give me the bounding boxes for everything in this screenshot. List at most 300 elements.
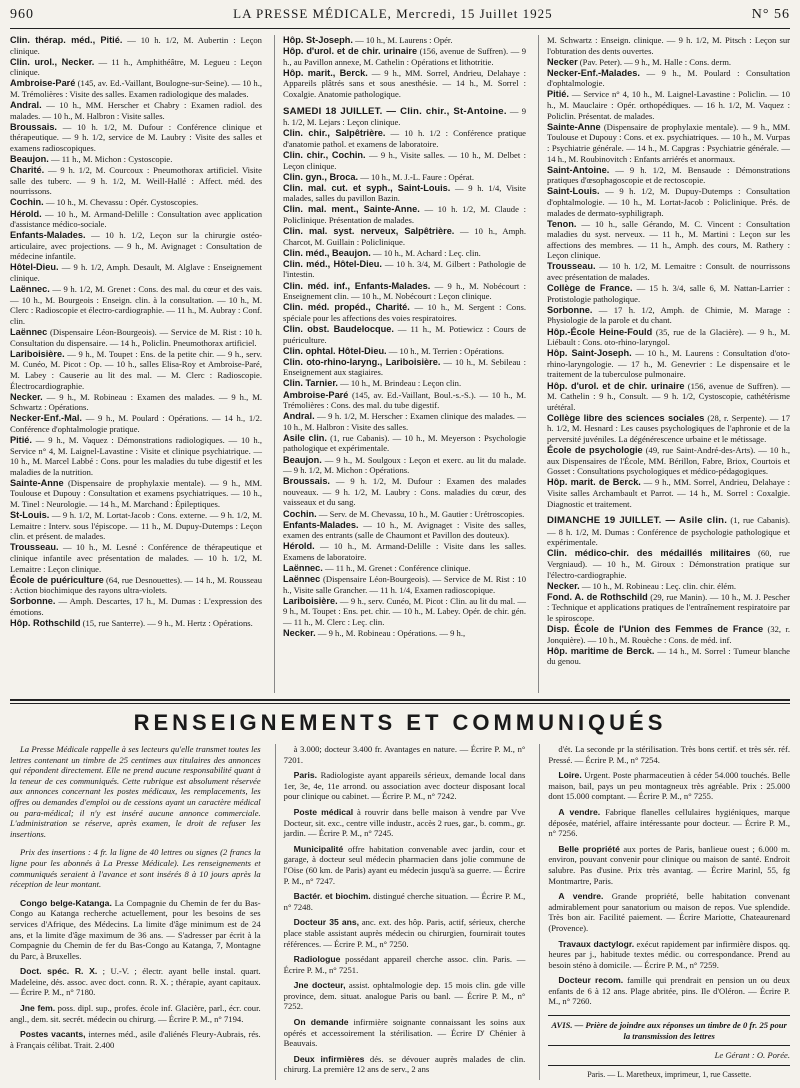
classified-ad: [548, 939, 790, 971]
schedule-entry: [547, 381, 790, 413]
schedule-entry: [283, 563, 526, 574]
schedule-entry-text: — 9 h., M. Soulgoux : Leçon et exerc. au lit du malade. — 9 h. 1/2, M. Michon : Opérations.: [283, 454, 526, 476]
ads-column-1: [10, 744, 261, 1080]
schedule-entry-heading: Charité.: [10, 165, 45, 176]
classified-ad: [284, 917, 526, 949]
classified-ad-heading: Bactér. et biochim.: [293, 891, 371, 902]
classified-ad-heading: Doct. spéc. R. X.: [20, 966, 98, 977]
schedule-entry: [283, 324, 526, 345]
insertion-prices: Prix des insertions : 4 fr. la ligne de 40 lettres ou signes (2 francs la ligne pour les abonnés à La Presse Médicale). Les renseignements et communiqués seraient à l'avance et sont insérés 8 à 10 jours après la réception de leur montant.: [10, 847, 261, 890]
schedule-entry-text: — 10 h., Amph. Charcot, M. Guillain : Policlinique.: [283, 226, 526, 247]
classified-ad: [284, 954, 526, 975]
classified-ad-heading: Radiologue: [293, 954, 341, 965]
classified-ad: [10, 966, 261, 998]
section-title: RENSEIGNEMENTS ET COMMUNIQUÉS: [133, 710, 667, 735]
schedule-entry: [283, 106, 526, 128]
schedule-entry: [283, 281, 526, 302]
schedule-entry: [547, 261, 790, 282]
classified-ad-heading: Poste médical: [293, 806, 354, 817]
schedule-entry-heading: Hôp. St-Joseph.: [283, 35, 353, 45]
classified-ad-heading: Congo belge-Katanga.: [20, 897, 112, 908]
classified-ad-text: d'ét. La seconde pr la stérilisation. Très bons certif. et très sér. réf. Pressé. — Écrire P. M., n° 7254.: [548, 744, 790, 765]
classified-ad-text: infirmière soignante connaissant les soins aux opérés et accessoirement la stérilisation. — Écrire D' Chénier à Beauvais.: [283, 1017, 526, 1049]
schedule-entry-heading: St-Louis.: [10, 510, 50, 521]
schedule-entry-heading: Broussais.: [10, 121, 57, 132]
ads-list-2: [284, 744, 526, 1075]
schedule-entry-text: — 9 h. 1/2, M. Bensaude : Démonstrations pratiques d'œsophagoscopie et de rectoscopie.: [547, 164, 790, 186]
schedule-entry: [283, 150, 526, 171]
classified-ad-text: Grande propriété, belle habitation convenant admirablement pour sanatorium ou maison de repos. Vue splendide. Très bon air. Facilité paiement. — Écrire Mariotte, Chateaurenard (Provence).: [548, 891, 791, 933]
schedule-entry-text: — 10 h., salle Gérando, M. C. Vincent : Consultation maladies du syst. nerveux. — 11 h., M. Martini : Leçon sur les affections des membres. — 11 h., Amph. des cours, M. Rathery : Leçon clinique.: [547, 218, 790, 261]
schedule-entry: [547, 57, 790, 68]
schedule-entry-text: — 10 h., M. Terrien : Opérations.: [386, 345, 505, 356]
schedule-entry-text: — 10 h., MM. Herscher et Chabry : Examen radiol. des malades. — 10 h., M. Halbron : Visite salles.: [10, 100, 262, 121]
classified-ad: [284, 807, 526, 839]
schedule-entry-heading: Ambroise-Paré: [283, 389, 349, 400]
classified-ad: [284, 1054, 526, 1075]
schedule-entry: [10, 596, 262, 617]
schedule-entry-heading: Collège de France.: [547, 283, 633, 294]
schedule-entry-text: — Serv. de M. Chevassu, 10 h., M. Gautier : Urétroscopies.: [316, 508, 525, 519]
schedule-entry-heading: Sorbonne.: [10, 596, 56, 607]
schedule-entry-text: — 10 h., M. Sergent : Cons. spéciale pour les affections des voies respiratoires.: [283, 302, 526, 323]
editorial-notice: La Presse Médicale rappelle à ses lecteurs qu'elle transmet toutes les lettres contenant un timbre de 25 centimes aux titulaires des annonces qui répondent directement. Elle ne prend aucune responsabilité quant à la teneur de ces communiqués. Cette rubrique est absolument réservée aux annonces concernant les postes médicaux, les remplacements, les offres ou demandes d'emploi ou de cessions ayant un caractère médical ou para-médical; il n'y est inséré aucune annonce commerciale. L'administration se réserve, après examen, le droit de refuser les insertions.: [10, 744, 261, 839]
schedule-entry-heading: Clin. obst. Baudelocque.: [283, 323, 394, 334]
schedule-entry-heading: Fond. A. de Rothschild: [547, 591, 648, 602]
schedule-entry-text: — 10 h., M. Armand-Delille : Visite dans les salles. Examens de laboratoire.: [283, 541, 526, 562]
classified-ad: [284, 770, 526, 802]
schedule-entry: [547, 646, 790, 667]
schedule-entry-text: — 10 h., M. Chevassu : Opér. Cystoscopies.: [43, 197, 199, 208]
classified-ad-heading: Loire.: [558, 770, 582, 781]
schedule-entry-heading: Beaujon.: [10, 154, 49, 165]
schedule-entry-text: — 14 h., M. Sorrel : Tumeur blanche du genou.: [547, 645, 790, 667]
schedule-entry: [547, 548, 790, 580]
course-schedule: [10, 35, 790, 693]
schedule-entry-text: (156, avenue de Suffren). — M. Cathelin : 9 h., Consult. — 9 h. 1/2, Cystoscopie, cathétérisme urétéral.: [547, 380, 790, 412]
ads-list-3: [548, 744, 790, 1007]
classified-ad-text: Fabrique flanelles cellulaires hygiéniques, marque déposée, matériel, affaire intéressante pour docteur. — Écrire P. M., n° 7256.: [548, 806, 790, 839]
schedule-entry-text: (156, avenue de Suffren). — 9 h., au Pavillon annexe, M. Cathelin : Opérations et lithotritie.: [283, 46, 526, 67]
classified-ad-text: ; U.-V. ; électr. ayant belle instal. quart. Madeleine, dés. assoc. avec doct. conn. R. X. ; thérapie, ayant capitaux. — Écrire P. M., n° 7180.: [10, 966, 261, 998]
schedule-entry-text: — 9 h., M. Poulard : Opérations. — 14 h., 1/2. Conférence d'ophtalmologie pratique.: [10, 413, 262, 434]
schedule-entry-heading: Clin. ophtal. Hôtel-Dieu.: [283, 345, 387, 356]
schedule-entry-heading: Pitié.: [10, 434, 32, 445]
schedule-entry: [547, 305, 790, 326]
classified-ad: [10, 898, 261, 962]
schedule-entry-heading: Sainte-Anne: [547, 121, 601, 132]
schedule-entry-heading: Beaujon.: [283, 454, 322, 465]
schedule-entry-text: (Dispensaire Léon-Bourgeois). — Service de M. Rist : 10 h. Consultation du dispensaire. — 14 h., Policlin. Pneumothorax artificiel.: [10, 327, 262, 348]
schedule-column-1: [10, 35, 262, 693]
schedule-entry: [283, 520, 526, 541]
schedule-entry-heading: Cochin.: [283, 508, 317, 519]
schedule-entry-heading: Clin. thérap. méd., Pitié.: [10, 35, 123, 45]
schedule-entry: [283, 248, 526, 259]
schedule-entry-text: — 10 h. 1/2, M. Dufour : Conférence clinique et thérapeutique. — 9 h. 1/2, service de M. Laubry : Visite des salles et examens radioscopiques.: [10, 121, 262, 153]
publication-title: LA PRESSE MÉDICALE, Mercredi, 15 Juillet 1925: [233, 6, 553, 21]
classified-ad: [548, 744, 790, 765]
schedule-entry: [547, 624, 790, 645]
classified-ad-text: assist. ophtalmologie dep. 15 mois clin. gde ville province, dem. situat. analogue Paris ou banl. — Écrire P. M., n° 7252.: [283, 980, 526, 1012]
schedule-entry-heading: Clin. méd., Beaujon.: [283, 247, 371, 258]
schedule-entry: [547, 219, 790, 261]
schedule-entry: [283, 509, 526, 520]
schedule-entry: [283, 411, 526, 432]
schedule-entry: [10, 165, 262, 197]
schedule-entry-heading: Hôp. marit. de Berck.: [547, 477, 641, 488]
schedule-entry-heading: DIMANCHE 19 JUILLET. — Asile clin.: [547, 515, 728, 527]
schedule-entry-text: (145, av. Ed.-Vaillant, Boulogne-sur-Seine). — 10 h., M. Trémolières : Visite des salles. Examen radiologique des malades.: [10, 78, 262, 99]
schedule-entry-text: — 10 h. 1/2 : Conférence pratique d'anatomie pathol. et examens de laboratoire.: [283, 128, 526, 149]
schedule-entry: [283, 226, 526, 247]
classified-ad: [548, 807, 790, 839]
schedule-entry: [283, 541, 526, 562]
classified-ad-heading: A vendre.: [558, 806, 601, 817]
classified-ad: [548, 770, 790, 802]
schedule-entry: [547, 122, 790, 164]
schedule-entry-text: — 9 h., MM. Sorrel, Andrieu, Delahaye : Appareils plâtrés sans et sous anesthésie. — 14 h., M. Sorrel : Coxalgie. Anatomie pathologique.: [283, 67, 526, 99]
classified-ad-text: distingué cherche situation. — Écrire P. M., n° 7248.: [283, 891, 526, 912]
schedule-entry: [10, 542, 262, 574]
schedule-entry-heading: Necker.: [283, 628, 316, 639]
classified-ad: [10, 1029, 261, 1050]
schedule-entry-text: (Dispensaire de prophylaxie mentale). — 9 h., MM. Toulouse et Dupouy : Consultation et examens psychiatriques. — 10 h., M. Tinel : Neurologie. — 14 h., M. Marchand : Épileptiques.: [10, 477, 262, 510]
schedule-entry-text: — 10 h. 1/2, M. Aubertin : Leçon clinique.: [10, 35, 262, 56]
ads-list-1: [10, 898, 261, 1051]
schedule-entry: [283, 302, 526, 323]
schedule-entry-text: (32, r. Jonquière). — 10 h., M. Rouèche : Cons. de méd. inf.: [547, 624, 791, 645]
schedule-entry: [10, 618, 262, 629]
schedule-entry: [10, 35, 262, 56]
schedule-entry-text: — 10 h. 3/4, M. Gilbert : Pathologie de l'intestin.: [283, 258, 526, 280]
ads-column-2: [275, 744, 526, 1080]
schedule-entry: [547, 348, 790, 380]
issue-number: N° 56: [751, 7, 790, 22]
schedule-entry: [547, 477, 790, 509]
schedule-entry-heading: Sainte-Anne: [10, 477, 64, 488]
schedule-entry-heading: Sorbonne.: [547, 304, 593, 315]
schedule-entry: [10, 262, 262, 283]
schedule-entry-text: (64, rue Desnouettes). — 14 h., M. Rousseau : Action biochimique des rayons ultra-violets.: [10, 574, 262, 596]
schedule-entry: [10, 154, 262, 165]
schedule-entry-text: (15, rue Santerre). — 9 h., M. Hertz : Opérations.: [80, 618, 253, 629]
classified-ad-text: poss. dipl. sup., profes. école inf. Glacière, parl., écr. cour. angl., dem. sit. secrét. médecin ou chirurg. — Écrire P. M., n° 7194.: [10, 1003, 261, 1024]
schedule-entry-heading: Lariboisière.: [10, 348, 65, 359]
schedule-entry-heading: Necker.: [547, 580, 580, 591]
schedule-entry: [547, 35, 790, 56]
classified-ad-heading: Paris.: [293, 770, 318, 781]
schedule-entry-heading: Hérold.: [10, 208, 42, 219]
schedule-entry-text: — Amph. Descartes, 17 h., M. Dumas : L'expression des émotions.: [10, 596, 262, 617]
classified-ad-heading: Municipalité: [293, 843, 344, 854]
schedule-entry-heading: Clin. chir., Cochin.: [283, 149, 366, 160]
masthead: [10, 6, 790, 29]
schedule-entry-text: — 9 h., M. Vaquez : Démonstrations radiologiques. — 10 h., Service n° 4, M. Laignel-Lavastine : Visite et clinique psychiatrique. — 10 h., M. Marcel Labbé : Cons. pour les maladies du tube digestif et les maladies de la nutrition.: [10, 434, 262, 477]
schedule-entry-heading: Clin. méd., Hôtel-Dieu.: [283, 258, 382, 269]
schedule-entry-text: (35, rue de la Glacière). — 9 h., M. Liébault : Cons. oto-rhino-laryngol.: [547, 326, 790, 348]
schedule-entry-text: — 10 h., M. J.-L. Faure : Opérat.: [358, 171, 475, 182]
schedule-entry: [10, 327, 262, 348]
ads-column-3: [539, 744, 790, 1080]
schedule-entry-text: — 10 h. 1/2, Leçon sur la chirurgie ostéo-articulaire, avec projections. — 9 h., M. Avignaget : Consultation de médecine infantile.: [10, 230, 262, 262]
schedule-entry-text: (Pav. Peter). — 9 h., M. Halle : Cons. derm.: [577, 56, 732, 67]
schedule-column-2: [274, 35, 526, 693]
schedule-entry-text: — 11 h., Amphithéâtre, M. Legueu : Leçon clinique.: [10, 56, 262, 78]
schedule-entry-heading: Clin. gyn., Broca.: [283, 171, 359, 182]
schedule-entry-heading: Hôp. d'urol. et de chir. urinaire: [283, 46, 418, 57]
schedule-entry-heading: Laënnec: [10, 327, 48, 338]
schedule-entry-heading: Laënnec.: [10, 284, 50, 295]
schedule-entry: [547, 89, 790, 121]
schedule-entry: [283, 476, 526, 508]
schedule-entry: [283, 259, 526, 280]
schedule-entry-text: — 9 h., M. Poulard : Consultation d'ophtalmologie.: [547, 67, 790, 89]
classified-ad-heading: A vendre.: [558, 891, 604, 902]
schedule-entry-heading: Saint-Louis.: [547, 186, 600, 197]
schedule-entry-heading: Enfants-Malades.: [10, 230, 86, 241]
schedule-entry-heading: Hôp. maritime de Berck.: [547, 645, 655, 656]
schedule-entry-text: (60, rue Vergniaud). — 10 h., M. Giroux : Démonstration pratique sur l'électro-cardiographie.: [547, 548, 790, 580]
schedule-entry-text: — 10 h., M. Achard : Leç. clin.: [370, 247, 481, 258]
classified-ad-heading: Docteur 35 ans,: [293, 917, 360, 928]
classified-ad-heading: Deux infirmières: [293, 1053, 365, 1064]
schedule-entry-text: — 9 h. 1/2, Amph. Desault, M. Alglave : Enseignement clinique.: [10, 262, 262, 284]
schedule-entry-heading: Asile clin.: [283, 432, 327, 443]
schedule-entry: [547, 581, 790, 592]
schedule-entry-text: — 10 h. 1/2, M. Lemaitre : Consult. de nourrissons avec présentation de malades.: [547, 261, 790, 283]
classified-ad-text: internes méd., asile d'aliénés Fleury-Aubrais, rés. à Français célibat. Trait. 2.400: [10, 1029, 261, 1050]
schedule-entry-text: — 9 h. 1/2, M. Dufour : Examen des malades nouveaux. — 9 h. 1/2, M. Laubry : Cons. maladies du cœur, des vaisseaux et du sang.: [283, 476, 526, 508]
schedule-entry-text: — 9 h. 1/2, M. Dupuy-Dutemps : Consultation d'ophtalmologie. — 10 h., M. Lortat-Jacob : Policlinique. Prés. de malades de dermato-syphiligraph.: [547, 186, 790, 218]
schedule-entry-text: (1, rue Cabanis). — 10 h., M. Meyerson : Psychologie pathologique et expérimentale.: [283, 432, 526, 454]
schedule-entry-heading: Clin. mal. syst. nerveux, Salpêtrière.: [283, 226, 455, 237]
schedule-entry-heading: Clin. Tarnier.: [283, 378, 338, 389]
schedule-entry: [283, 455, 526, 476]
classified-ad-text: offre habitation convenable avec jardin, cour et garage, à docteur seul médecin pharmacien dans jolie commune de l'Oise (60 km. de Paris) ayant eu médecin jusqu'à sa guerre. — Écrire P. M., n° 7247.: [283, 843, 526, 886]
schedule-entry: [283, 172, 526, 183]
schedule-entry-heading: Hôp. marit., Berck.: [283, 67, 368, 78]
schedule-entry-heading: Disp. École de l'Union des Femmes de France: [547, 624, 764, 635]
schedule-entry-text: — 10 h., M. Avignaget : Visite des salles, examen des entrants (salle de Chaumont et Pavillon des douteux).: [283, 519, 526, 541]
schedule-entry: [283, 433, 526, 454]
classified-ad-heading: Docteur recom.: [558, 975, 624, 986]
schedule-entry: [10, 209, 262, 230]
schedule-entry: [283, 68, 526, 100]
schedule-entry-text: — 9 h., serv. Cunéo, M. Picot : Clin. au lit du mal. — 9 h., M. Toupet : Ens. pet. chir. — 10 h., M. Labey. Opér. de chir. gén. — 11 h., M. Clerc : Leç. clin.: [283, 595, 526, 627]
classified-ad: [284, 891, 526, 912]
schedule-entry: [10, 197, 262, 208]
schedule-entry-text: — 9 h. 1/2, M. Lortat-Jacob : Cons. externe. — 9 h. 1/2, M. Lemaitre : Interv. sous l'épiscope. — 11 h., M. Dupuy-Dutemps : Leçon clin. et présent. de malades.: [10, 510, 262, 542]
schedule-entry-heading: Andral.: [10, 100, 42, 111]
schedule-entry-text: (Dispensaire de prophylaxie mentale). — 9 h., MM. Toulouse et Dupouy : Cons. et ex. psychiatriques. — 10 h., M. Vurpas : Psychiatrie générale. — 14 h., M. Capgras : Psychiatrie générale. — 14 h., M. Roubinovitch : Enfants arriérés et anormaux.: [547, 121, 790, 164]
classified-ad-text: Radiologiste ayant appareils sérieux, demande local dans 1er, 3e, 4e, 11e arrond. ou association avec docteur disposant local pour clinique ou cabinet. — Écrire P. M., n° 7242.: [283, 770, 526, 802]
schedule-entry-heading: Necker.: [10, 391, 43, 402]
schedule-entry: [547, 186, 790, 218]
schedule-entry-text: — 9 h., M. Robineau : Opérations. — 9 h.,: [315, 628, 466, 639]
schedule-entry-text: — 10 h., M. Brindeau : Leçon clin.: [337, 378, 462, 389]
schedule-entry: [283, 574, 526, 595]
schedule-entry-heading: Andral.: [283, 411, 315, 422]
schedule-entry: [547, 165, 790, 186]
classified-ad-text: aux portes de Paris, banlieue ouest ; 6.000 m. environ, pouvant convenir pour clinique ou maison de santé. Endroit salubre. Pas d'usine. Prix très avantag. — Écrire Marinl, 55, fg Montmartre, Paris.: [548, 843, 790, 886]
classified-ad-text: à rouvrir dans belle maison à vendre par Vve Docteur, sit. exc., centre ville industr., accès 2 rues, gar., b. comm., gr. jardin. — Écrire P. M., n° 7245.: [283, 806, 526, 839]
schedule-entry-text: — 9 h., M. Robineau : Examen des malades. — 9 h., M. Schwartz : Opérations.: [10, 391, 262, 413]
classified-ad-heading: Belle propriété: [558, 843, 620, 854]
schedule-entry-text: (1, rue Cabanis). — 8 h. 1/2, M. Dumas : Conférence de psychologie pathologique et expérimentale.: [547, 515, 790, 548]
schedule-entry: [283, 204, 526, 225]
schedule-entry: [10, 100, 262, 121]
schedule-entry-text: — 9 h. 1/4, Visite malades, salles du pavillon Bazin.: [283, 182, 526, 204]
classified-ad: [10, 1003, 261, 1024]
schedule-entry-text: M. Schwartz : Enseign. clinique. — 9 h. 1/2, M. Pitsch : Leçon sur l'obturation des dents ouvertes.: [547, 35, 790, 56]
schedule-entry-heading: Trousseau.: [547, 261, 596, 272]
schedule-entry-text: — 17 h. 1/2, Amph. de Chimie, M. Marage : Physiologie de la parole et du chant.: [547, 304, 790, 326]
schedule-entry-heading: Hôtel-Dieu.: [10, 262, 59, 273]
schedule-entry-text: — 9 h. 1/2, M. Herscher : Examen clinique des malades. — 10 h., M. Halbron : Visite des salles.: [283, 411, 526, 432]
schedule-entry-heading: Trousseau.: [10, 542, 59, 553]
schedule-entry-heading: Saint-Antoine.: [547, 164, 610, 175]
schedule-entry-text: (145, av. Ed.-Vaillant, Boul.-s.-S.). — 10 h., M. Trémolières : Cons. des mal. du tube digestif.: [283, 389, 526, 411]
schedule-entry-text: — 11 h., M. Michon : Cystoscopie.: [48, 154, 173, 165]
schedule-entry-text: — 11 h., M. Potiewicz : Cours de puériculture.: [283, 323, 526, 345]
schedule-entry-text: — 10 h., M. Armand-Delille : Consultation avec application d'assistance médico-sociale.: [10, 208, 262, 230]
schedule-entry-heading: Necker-Enf.-Mal.: [10, 413, 82, 424]
schedule-entry-heading: Lariboisière.: [283, 595, 338, 606]
classified-ad-heading: Jne docteur,: [293, 980, 346, 991]
schedule-entry: [10, 435, 262, 477]
schedule-entry: [283, 390, 526, 411]
schedule-entry-text: — 9 h., M. Toupet : Ens. de la petite chir. — 9 h., serv. M. Cunéo, M. Picot : Op. — 10 h., salles Elisa-Roy et Ambroise-Paré, M. Labey : Causerie au lit des mal. — M. Clerc : Radioscopie. Électrocardiographie.: [10, 348, 262, 391]
schedule-entry: [547, 413, 790, 445]
schedule-entry: [547, 515, 790, 548]
schedule-entry: [10, 122, 262, 154]
classified-ad-text: dés. se dévouer auprès malades de clin. chirurg. La première 12 ans de serv., 2 ans: [283, 1053, 526, 1075]
schedule-entry-text: (29, rue Manin). — 10 h., M. J. Pescher : Technique et applications pratiques de l'entraînement respiratoire par le spiroscope.: [547, 591, 790, 623]
schedule-column-3: [538, 35, 790, 693]
schedule-entry-heading: Enfants-Malades.: [283, 519, 359, 530]
schedule-entry-text: — 15 h. 3/4, salle 6, M. Nattan-Larrier : Protistologie pathologique.: [547, 283, 790, 304]
schedule-entry-text: — 10 h., M. Sebileau : Enseignement aux stagiaires.: [283, 356, 526, 378]
schedule-entry: [547, 445, 790, 477]
schedule-entry-heading: École de puériculture: [10, 574, 104, 585]
classified-ad: [548, 844, 790, 886]
classified-ad-heading: On demande: [293, 1017, 349, 1028]
classified-ad: [284, 980, 526, 1012]
schedule-entry-heading: Clin. chir., Salpêtrière.: [283, 128, 386, 139]
schedule-entry-heading: Clin. méd. propéd., Charité.: [283, 302, 410, 313]
schedule-entry-heading: Clin. urol., Necker.: [10, 56, 95, 67]
schedule-entry-heading: Pitié.: [547, 89, 569, 100]
schedule-entry-text: (Dispensaire Léon-Bourgeois). — Service de M. Rist : 10 h., Visite salle Grancher. — 11 h. 1/4, Examen radioscopique.: [283, 574, 526, 595]
classified-ad: [284, 844, 526, 886]
schedule-entry-heading: Clin. mal. cut. et syph., Saint-Louis.: [283, 182, 451, 193]
schedule-entry: [10, 78, 262, 99]
classified-ad: [548, 891, 790, 933]
schedule-entry-heading: Hôp.-École Heine-Fould: [547, 326, 653, 337]
schedule-entry-heading: Hôp. d'urol. et de chir. urinaire: [547, 380, 685, 391]
gerant-line: Le Gérant : O. Porée.: [548, 1050, 790, 1066]
schedule-entry-text: — Service n° 4, 10 h., M. Laignel-Lavastine : Policlin. — 10 h., M. Mauclaire : Opér. orthopédiques. — 16 h. 1/2, M. Vaquez : Policlin. Présentat. de malades.: [547, 89, 790, 121]
classified-ad: [284, 744, 526, 765]
classified-ad-text: anc. ext. des hôp. Paris, actif, sérieux, cherche place stable assistant auprès médecin ou chirurgien, fournirait toutes références. — Écrire P. M., n° 7250.: [283, 917, 526, 949]
classified-ad-text: Urgent. Poste pharmaceutien à céder 54.000 touchés. Belle maison, bail, pays un peu montagneux très agréable. Prix : 25.000 dont 15.000 comptant. — Écrire P. M., n° 7255.: [548, 770, 790, 802]
schedule-entry: [283, 378, 526, 389]
classified-ad-heading: Jne fem.: [20, 1003, 56, 1014]
schedule-entry-heading: Hôp. Saint-Joseph.: [547, 348, 632, 359]
schedule-entry-text: — 9 h. 1/2, M. Courcoux : Pneumothorax artificiel. Visite salle des tuberc. — 9 h. 1/2, M. Weill-Hallé : Affect. méd. des nourrissons.: [10, 165, 262, 197]
schedule-entry-heading: Clin. mal. ment., Sainte-Anne.: [283, 204, 420, 215]
schedule-entry: [10, 230, 262, 262]
schedule-entry-heading: Clin. oto-rhino-laryng., Lariboisière.: [283, 356, 441, 367]
schedule-entry: [547, 327, 790, 348]
schedule-entry-text: — 9 h. 1/2, M. Lejars : Leçon clinique.: [283, 105, 527, 128]
schedule-entry-text: — 10 h. 1/2, M. Claude : Policlinique. Présentation de malades.: [283, 204, 526, 225]
classified-ad-heading: Travaux dactylogr.: [558, 938, 635, 949]
schedule-entry: [283, 183, 526, 204]
schedule-entry-text: (49, rue Saint-André-des-Arts). — 10 h., aux Dispensaires de l'École, MM. Bérillon, Fabre, Briox, Courtois et Gosset : Consultations psychologiques et médico-pédagogiques.: [547, 445, 790, 477]
schedule-entry-text: — 9 h., M. Nobécourt : Enseignement clin. — 10 h., M. Nobécourt : Leçon clinique.: [283, 280, 526, 302]
schedule-entry-heading: École de psychologie: [547, 445, 643, 456]
schedule-entry: [283, 628, 526, 639]
schedule-entry: [547, 592, 790, 624]
schedule-entry-text: — 10 h., M. Robineau : Leç. clin. chir. élém.: [579, 580, 737, 591]
schedule-entry: [10, 510, 262, 542]
schedule-entry-text: — 9 h. 1/2, M. Grenet : Cons. des mal. du cœur et des vais. — 10 h., M. Bourgeois : Enseign. clin. à la consultation. — 10 h., M. Clerc : Radioscopie et électro-cardiographie. — 11 h., M. Aubray : Conf. clin.: [10, 284, 262, 326]
schedule-entry-heading: Cochin.: [10, 197, 44, 208]
schedule-entry: [10, 392, 262, 413]
schedule-entry-heading: Laënnec.: [283, 563, 323, 573]
newspaper-page: [10, 6, 791, 1079]
schedule-entry: [283, 357, 526, 378]
schedule-entry: [10, 575, 262, 596]
schedule-entry-heading: Broussais.: [283, 476, 330, 487]
classified-ad-text: La Compagnie du Chemin de fer du Bas-Congo au Katanga recherche actuellement, pour les besoins de ses services d'Afrique, des Médecins. La limite d'âge minimum est de 24 ans, et la limite d'âge maximum de 36 ans. — S'adresser par écrit à la Compagnie du Chemin de fer du Bas-Congo au Katanga, 7, Montagne du Parc, à Bruxelles.: [10, 897, 261, 961]
schedule-entry: [283, 128, 526, 149]
printer-line: Paris. — L. Maretheux, imprimeur, 1, rue Cassette.: [587, 1069, 752, 1079]
page-number: 960: [10, 7, 34, 22]
schedule-entry-heading: Tenon.: [547, 218, 577, 229]
classified-ad-heading: Postes vacants,: [20, 1029, 86, 1040]
schedule-entry-text: — 10 h., M. Laurens : Opér.: [352, 35, 453, 45]
schedule-entry-heading: Ambroise-Paré: [10, 78, 76, 89]
section-divider: [10, 699, 790, 704]
schedule-entry-heading: Hôp. Rothschild: [10, 618, 81, 629]
classified-ad: [548, 975, 790, 1007]
schedule-entry-heading: Hérold.: [283, 541, 315, 552]
classified-ad-text: à 3.000; docteur 3.400 fr. Avantages en nature. — Écrire P. M., n° 7201.: [283, 744, 526, 765]
schedule-entry: [10, 413, 262, 434]
schedule-entry: [283, 35, 526, 46]
schedule-entry: [10, 478, 262, 510]
schedule-entry-text: — 11 h., M. Grenet : Conférence clinique.: [322, 563, 471, 573]
schedule-entry-text: — 9 h., Visite salles. — 10 h., M. Delbet : Leçon clinique.: [283, 149, 526, 171]
schedule-entry-heading: Collège libre des sciences sociales: [547, 412, 705, 423]
schedule-entry: [10, 284, 262, 326]
classified-ads: [10, 744, 791, 1079]
classified-ad-text: possédant appareil cherche assoc. clin. Paris. — Écrire P. M., n° 7251.: [283, 954, 526, 975]
classified-ad: [284, 1017, 526, 1049]
schedule-entry-text: — 10 h., M. Laurens : Consultation d'oto-rhino-laryngologie. — 17 h., M. Genevrier : Le dispensaire et le traitement de la tuberculose pulmonaire.: [547, 348, 790, 380]
schedule-entry-heading: Laënnec: [283, 574, 321, 585]
schedule-entry: [547, 283, 790, 304]
classified-ad-text: famille qui prendrait en pension un ou deux enfants de 6 à 12 ans. Plage abritée, pins. Ile d'Oléron. — Écrire P. M., n° 7260.: [548, 975, 790, 1007]
schedule-entry-heading: Clin. méd. inf., Enfants-Malades.: [283, 280, 431, 291]
schedule-entry-heading: Necker-Enf.-Malades.: [547, 67, 640, 78]
schedule-entry: [10, 57, 262, 78]
schedule-entry: [283, 346, 526, 357]
classified-ad-text: exécut rapidement par infirmière dispos. qq. heures par j., habitude textes médic. ou correspondance. Prend au besoin sténo à domicile. — Écrire P. M., n° 7259.: [548, 938, 790, 970]
